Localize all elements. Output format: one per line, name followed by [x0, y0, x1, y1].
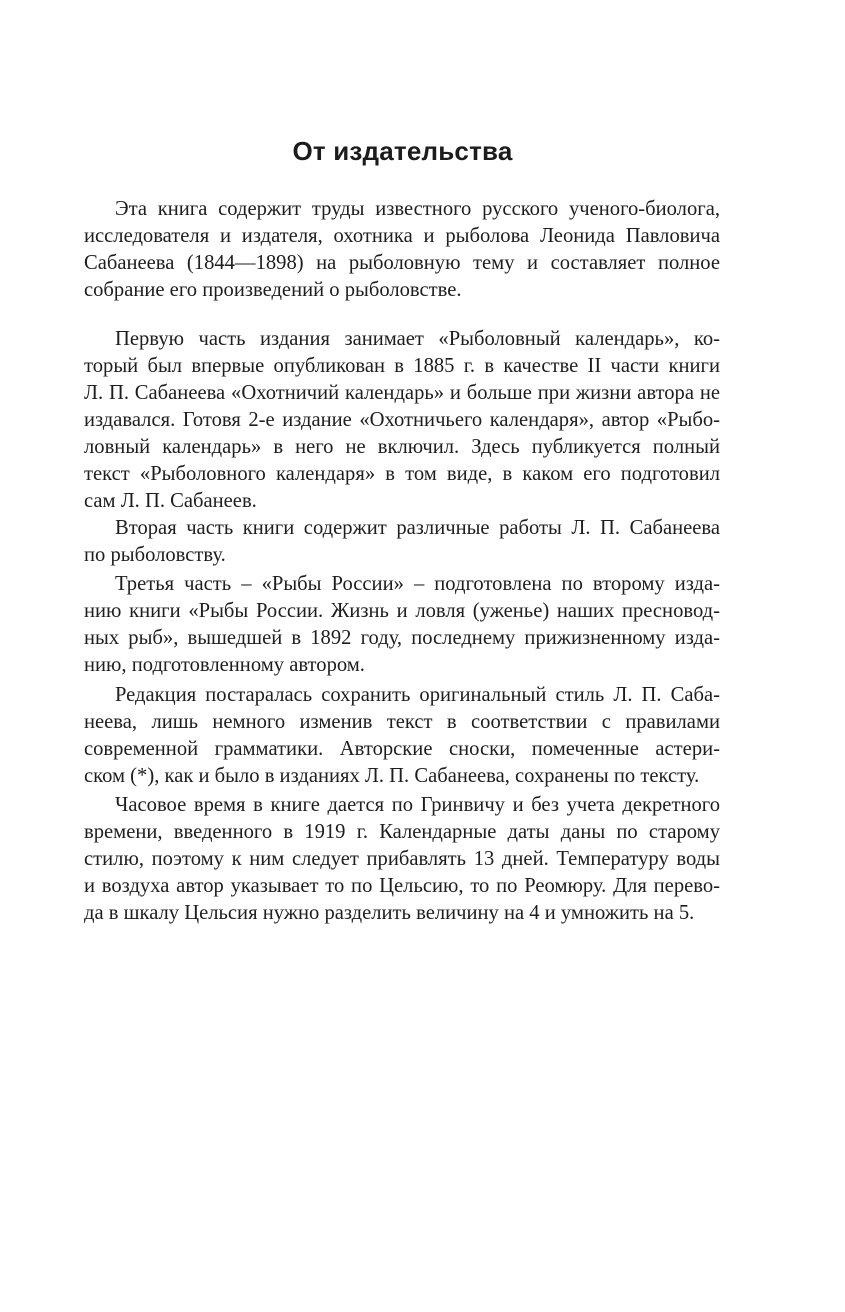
text-line: ском (*), как и было в изданиях Л. П. Сабанеева, сохранены по тексту.: [84, 765, 700, 787]
text-line: Первую часть издания занимает «Рыболовный календарь», ко-: [115, 328, 720, 350]
text-line: нию книги «Рыбы России. Жизнь и ловля (уженье) наших пресновод-: [84, 600, 720, 622]
text-line: Редакция постаралась сохранить оригинальный стиль Л. П. Саба-: [115, 684, 720, 706]
text-line: текст «Рыболовного календаря» в том виде, в каком его подготовил: [84, 463, 720, 485]
text-line: времени, введенного в 1919 г. Календарные даты даны по старому: [84, 821, 720, 843]
text-line: Третья часть – «Рыбы России» – подготовлена по второму изда-: [115, 573, 720, 595]
text-line: нию, подготовленному автором.: [84, 654, 365, 676]
text-line: Эта книга содержит труды известного русского ученого-биолога,: [115, 198, 720, 220]
text-line: ловный календарь» в него не включил. Здесь публикуется полный: [84, 436, 720, 458]
text-line: да в шкалу Цельсия нужно разделить величину на 4 и умножить на 5.: [84, 902, 695, 924]
text-line: Вторая часть книги содержит различные работы Л. П. Сабанеева: [115, 517, 720, 539]
text-line: стилю, поэтому к ним следует прибавлять 13 дней. Температуру воды: [84, 848, 720, 870]
text-line: и воздуха автор указывает то по Цельсию, то по Реомюру. Для перево-: [84, 875, 720, 897]
page-title: От издательства: [292, 136, 513, 166]
text-line: ных рыб», вышедшей в 1892 году, последнему прижизненному изда-: [84, 627, 720, 649]
text-line: по рыболовству.: [84, 544, 226, 566]
text-line: Сабанеева (1844—1898) на рыболовную тему и составляет полное: [84, 252, 720, 274]
text-line: неева, лишь немного изменив текст в соответствии с правилами: [84, 711, 720, 733]
text-line: современной грамматики. Авторские сноски, помеченные астери-: [84, 738, 720, 760]
text-line: собрание его произведений о рыболовстве.: [84, 279, 462, 301]
text-line: издавался. Готовя 2-е издание «Охотничьего календаря», автор «Рыбо-: [84, 409, 720, 431]
text-line: Л. П. Сабанеева «Охотничий календарь» и больше при жизни автора не: [84, 382, 720, 404]
text-line: сам Л. П. Сабанеев.: [84, 490, 257, 512]
text-line: торый был впервые опубликован в 1885 г. в качестве II части книги: [84, 355, 720, 377]
text-line: Часовое время в книге дается по Гринвичу и без учета декретного: [115, 794, 720, 816]
text-line: исследователя и издателя, охотника и рыболова Леонида Павловича: [84, 225, 720, 247]
